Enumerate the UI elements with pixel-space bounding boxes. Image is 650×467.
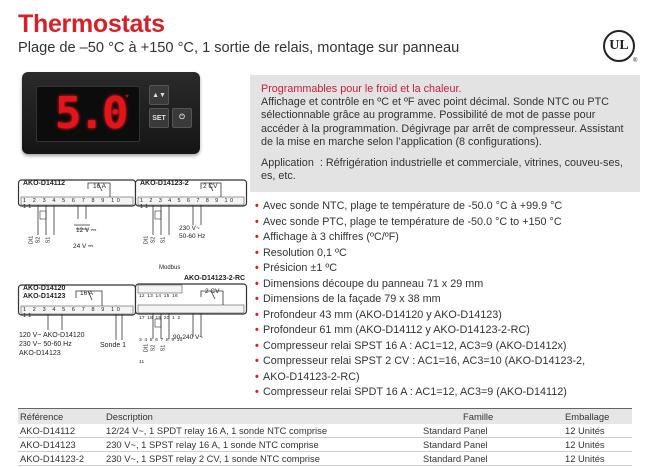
feature-list [255,199,645,401]
info-highlight: Programmables pour le froid et la chaleur. [261,83,462,95]
cell-description: 230 V~, 1 SPST relay 16 A, 1 sonde NTC comprise [106,438,401,452]
list-item: • Affichage à 3 chiffres (ºC/ºF) [255,230,645,246]
info-application: Application : Réfrigération industrielle et commerciale, vitrines, couveu-ses, es, etc. [261,157,623,183]
relay-label: 2 CV [205,288,220,295]
cell-description: 230 V~, 1 SPST relay 2 CV, 1 sonde NTC comprise [106,452,401,466]
input-label-s1: S1 [45,236,52,244]
list-item: • Dimensions de la façade 79 x 38 mm [255,292,645,308]
cell-reference: AKO-D14123-2 [18,452,106,466]
cell-reference: AKO-D14112 [18,424,106,438]
list-item: • Compresseur relai SPST 16 A : AC1=12, AC3=9 (AKO-D1412x) [255,339,645,355]
product-table [18,408,632,466]
list-item: • Profondeur 43 mm (AKO-D14120 y AKO-D14123) [255,308,645,324]
supply-label: 90-240 V~ [173,334,204,341]
input-label-s1: S1 [160,344,167,352]
wiring-lines [135,177,247,262]
diagram-title: AKO-D14123-2-RC [184,275,246,282]
supply-note-3: AKO-D14123 [19,350,61,357]
table-row [18,438,632,452]
wiring-diagram-d14120-d14123 [18,282,136,362]
up-down-button: ▲▼ [149,85,169,105]
cell-packaging: 12 Unités [543,452,632,466]
input-label-di1: DI1 [143,235,150,245]
terminal-numbers: 1 2 3 4 5 6 7 8 9 10 11 [23,198,123,210]
cell-packaging: 12 Unités [543,424,632,438]
cell-family: Standard Panel [401,438,543,452]
lcd-display [36,86,140,142]
input-label-di1: DI1 [28,235,35,245]
column-header-description: Description [106,409,401,424]
supply-label-2: 50-60 Hz [179,233,206,240]
column-header-packaging: Emballage [543,409,632,424]
wiring-diagram-d14123-2-rc [135,265,247,365]
list-item: • Compresseur relai SPDT 16 A : AC1=12, AC3=9 (AKO-D14112) [255,385,645,401]
supply-note-2: 230 V~ 50-60 Hz [19,341,72,348]
diagram-title-1: AKO-D14120 [23,285,66,292]
set-button: SET [149,108,169,128]
cell-family: Standard Panel [401,424,543,438]
supply-label: 230 V~ [179,225,200,232]
cell-packaging: 12 Unités [543,438,632,452]
terminal-numbers: 12 13 14 15 16 17 18 19 20 1 2 3 4 5 6 7 8 9 10 11 [139,294,183,365]
table-row [18,452,632,466]
list-item: • Compresseur relai SPST 2 CV : AC1=16, AC3=10 (AKO-D14123-2, [255,354,645,370]
diagram-title-2: AKO-D14123 [23,293,66,300]
table-header-row [18,409,632,424]
list-item: • Présicion ±1 ºC [255,261,645,277]
display-indicator: * [125,93,129,104]
input-label-s2: S2 [150,236,157,244]
page-title: Thermostats [18,10,165,38]
input-label-s1: S1 [160,236,167,244]
cell-description: 12/24 V~, 1 SPDT relay 16 A, 1 sonde NTC comprise [106,424,401,438]
cell-reference: AKO-D14123 [18,438,106,452]
diagram-title: AKO-D14123-2 [140,180,189,187]
input-label-s2: S2 [150,344,157,352]
power-button: ⏻ [172,108,192,128]
relay-label: 2 CV [203,183,218,190]
list-item: • Profondeur 61 mm (AKO-D14112 y AKO-D14123-2-RC) [255,323,645,339]
relay-label: 16 A [93,183,107,190]
list-item: • Avec sonde NTC, plage te température de -50.0 °C à +99.9 °C [255,199,645,215]
table-row [18,424,632,438]
input-label-s2: S2 [35,236,42,244]
probe-label: Sonde 1 [100,342,127,349]
ul-certification-logo: UL [603,30,635,62]
list-item: • Avec sonde PTC, plage te température de -50.0 °C to +150 °C [255,215,645,231]
relay-label: 16 A [80,290,94,297]
wiring-diagram-d14112 [18,177,136,262]
column-header-reference: Référence [18,409,106,424]
modbus-label: Modbus [159,265,181,271]
wiring-diagram-d14123-2 [135,177,247,262]
display-digits: 5.0 [55,88,126,139]
column-header-family: Famille [401,409,543,424]
product-info-box [250,75,640,192]
list-item: • Dimensions découpe du panneau 71 x 29 mm [255,277,645,293]
page-subtitle: Plage de –50 °C à +150 °C, 1 sortie de relais, montage sur panneau [18,40,460,56]
supply-label: 12 V ⎓ [76,227,97,234]
diagram-title: AKO-D14112 [23,180,66,187]
cell-family: Standard Panel [401,452,543,466]
list-item: • Resolution 0,1 ºC [255,246,645,262]
terminal-numbers: 1 2 3 4 5 6 7 8 9 10 11 [23,307,123,319]
info-description: Affichage et contrôle en ºC et ºF avec point décimal. Sonde NTC ou PTC sélectionnable grâce au programme. Possibilité de mot de passe pour accéder à la programmation. Dégivrage par arrêt de compresseur. Assistant de la mise en marche selon l’application (8 configurations). [261,96,624,148]
thermostat-product-image [22,72,200,154]
input-label-di1: DI1 [143,343,150,353]
terminal-numbers: 1 2 3 4 5 6 7 8 9 10 11 [140,198,236,210]
supply-note-1: 120 V~ AKO-D14120 [19,332,85,339]
registered-mark: ® [633,58,638,64]
list-item-continuation: • AKO-D14123-2-RC) [255,370,645,386]
supply-label-2: 24 V ⎓ [73,243,94,250]
